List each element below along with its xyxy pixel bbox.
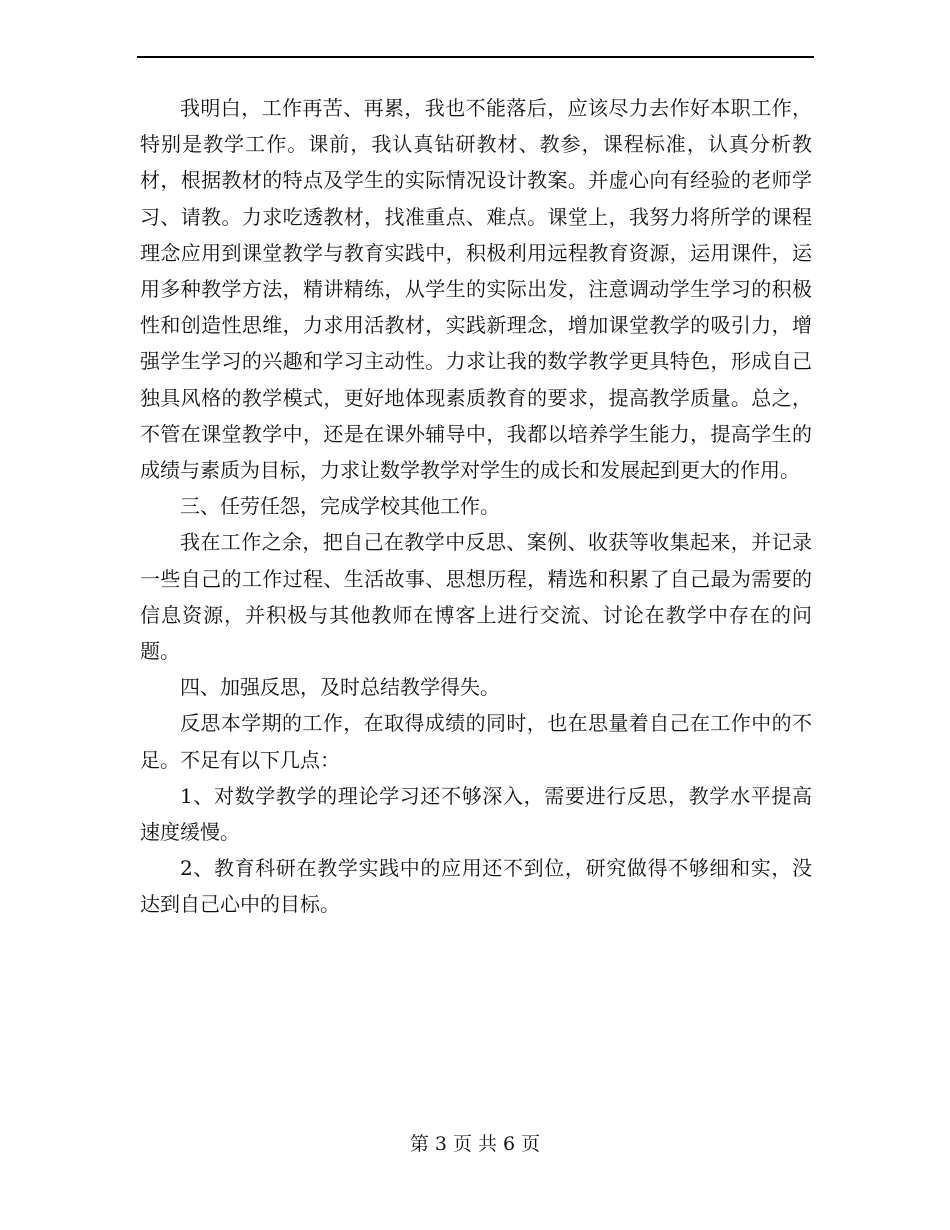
- paragraph-reflection: 反思本学期的工作，在取得成绩的同时，也在思量着自己在工作中的不足。不足有以下几点：: [140, 711, 812, 772]
- header-rule: [137, 56, 814, 58]
- paragraph-teaching-work: 我明白，工作再苦、再累，我也不能落后，应该尽力去作好本职工作，特别是教学工作。课前，我认真钻研教材、教参，课程标准，认真分析教材，根据教材的特点及学生的实际情况设计教案。并虚心向有经验的老师学习、请教。力求吃透教材，找准重点、难点。课堂上，我努力将所学的课程理念应用到课堂教学与教育实践中，积极利用远程教育资源，运用课件，运用多种教学方法，精讲精练，从学生的实际出发，注意调动学生学习的积极性和创造性思维，力求用活教材，实践新理念，增加课堂教学的吸引力，增强学生学习的兴趣和学习主动性。力求让我的数学教学更具特色，形成自己独具风格的教学模式，更好地体现素质教育的要求，提高教学质量。总之，不管在课堂教学中，还是在课外辅导中，我都以培养学生能力，提高学生的成绩与素质为目标，力求让数学教学对学生的成长和发展起到更大的作用。: [140, 96, 812, 483]
- page-number: 第 3 页 共 6 页: [409, 1133, 541, 1155]
- section-heading-other-work: 三、任劳任怨，完成学校其他工作。: [180, 494, 500, 519]
- list-item-shortcoming-2: 2、教育科研在教学实践中的应用还不到位，研究做得不够细和实，没达到自己心中的目标。: [140, 856, 812, 917]
- paragraph-other-work: 我在工作之余，把自己在教学中反思、案例、收获等收集起来，并记录一些自己的工作过程、生活故事、思想历程，精选和积累了自己最为需要的信息资源，并积极与其他教师在博客上进行交流、讨论在教学中存在的问题。: [140, 530, 812, 664]
- list-item-shortcoming-1: 1、对数学教学的理论学习还不够深入，需要进行反思，教学水平提高速度缓慢。: [140, 783, 812, 845]
- document-body: [140, 90, 812, 923]
- section-heading-reflection: 四、加强反思，及时总结教学得失。: [180, 675, 500, 700]
